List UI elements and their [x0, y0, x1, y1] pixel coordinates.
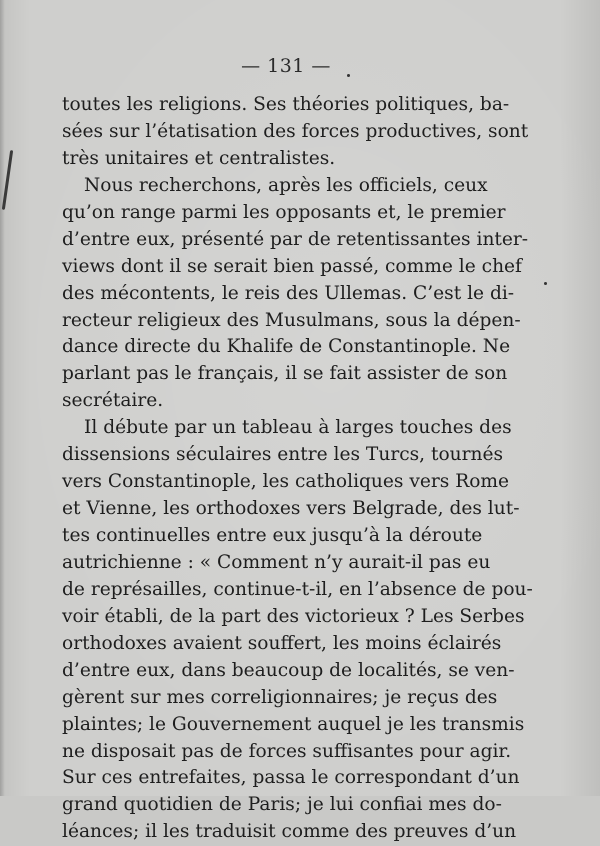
text-line: d’entre eux, présenté par de retentissantes inter- [62, 228, 529, 250]
text-line: dance directe du Khalife de Constantinople. Ne [62, 336, 511, 358]
text-line: Nous recherchons, après les officiels, ceux [84, 174, 488, 196]
page-shadow-edge [0, 0, 5, 796]
text-line: et Vienne, les orthodoxes vers Belgrade, des lut- [62, 498, 520, 520]
text-line: recteur religieux des Musulmans, sous la dépen- [62, 309, 521, 331]
text-line: Il débute par un tableau à larges touches des [84, 417, 512, 439]
text-line: parlant pas le français, il se fait assister de son [62, 363, 508, 385]
text-line: grand quotidien de Paris; je lui confiai mes do- [62, 794, 502, 816]
text-line: ne disposait pas de forces suffisantes pour agir. [62, 740, 512, 762]
text-line: léances; il les traduisit comme des preuves d’un [62, 821, 517, 843]
text-line: autrichienne : « Comment n’y aurait-il pas eu [62, 551, 491, 573]
text-line: d’entre eux, dans beaucoup de localités, se ven- [62, 659, 515, 681]
text-line: sées sur l’étatisation des forces productives, sont [62, 120, 529, 142]
ink-speck [544, 282, 547, 285]
text-line: views dont il se serait bien passé, comme le chef [62, 255, 522, 277]
text-line: gèrent sur mes correligionnaires; je reçus des [62, 686, 498, 708]
text-line: Sur ces entrefaites, passa le correspondant d’un [62, 767, 520, 789]
text-line: très unitaires et centralistes. [62, 147, 336, 169]
page-number: — 131 — [241, 55, 331, 77]
text-line: tes continuelles entre eux jusqu’à la déroute [62, 525, 483, 546]
text-line: plaintes; le Gouvernement auquel je les transmis [62, 713, 525, 735]
text-line: dissensions séculaires entre les Turcs, tournés [62, 444, 504, 466]
text-line: qu’on range parmi les opposants et, le premier [62, 201, 506, 223]
text-line: secrétaire. [62, 390, 164, 412]
text-line: toutes les religions. Ses théories politiques, ba- [62, 94, 510, 115]
body-text [62, 92, 533, 846]
text-line: de représailles, continue-t-il, en l’absence de pou- [62, 578, 533, 600]
text-line: voir établi, de la part des victorieux ? Les Serbes [62, 605, 525, 627]
text-line: vers Constantinople, les catholiques vers Rome [62, 471, 510, 493]
text-line: orthodoxes avaient souffert, les moins éclairés [62, 632, 502, 654]
text-line: des mécontents, le reis des Ullemas. C’est le di- [62, 282, 515, 304]
